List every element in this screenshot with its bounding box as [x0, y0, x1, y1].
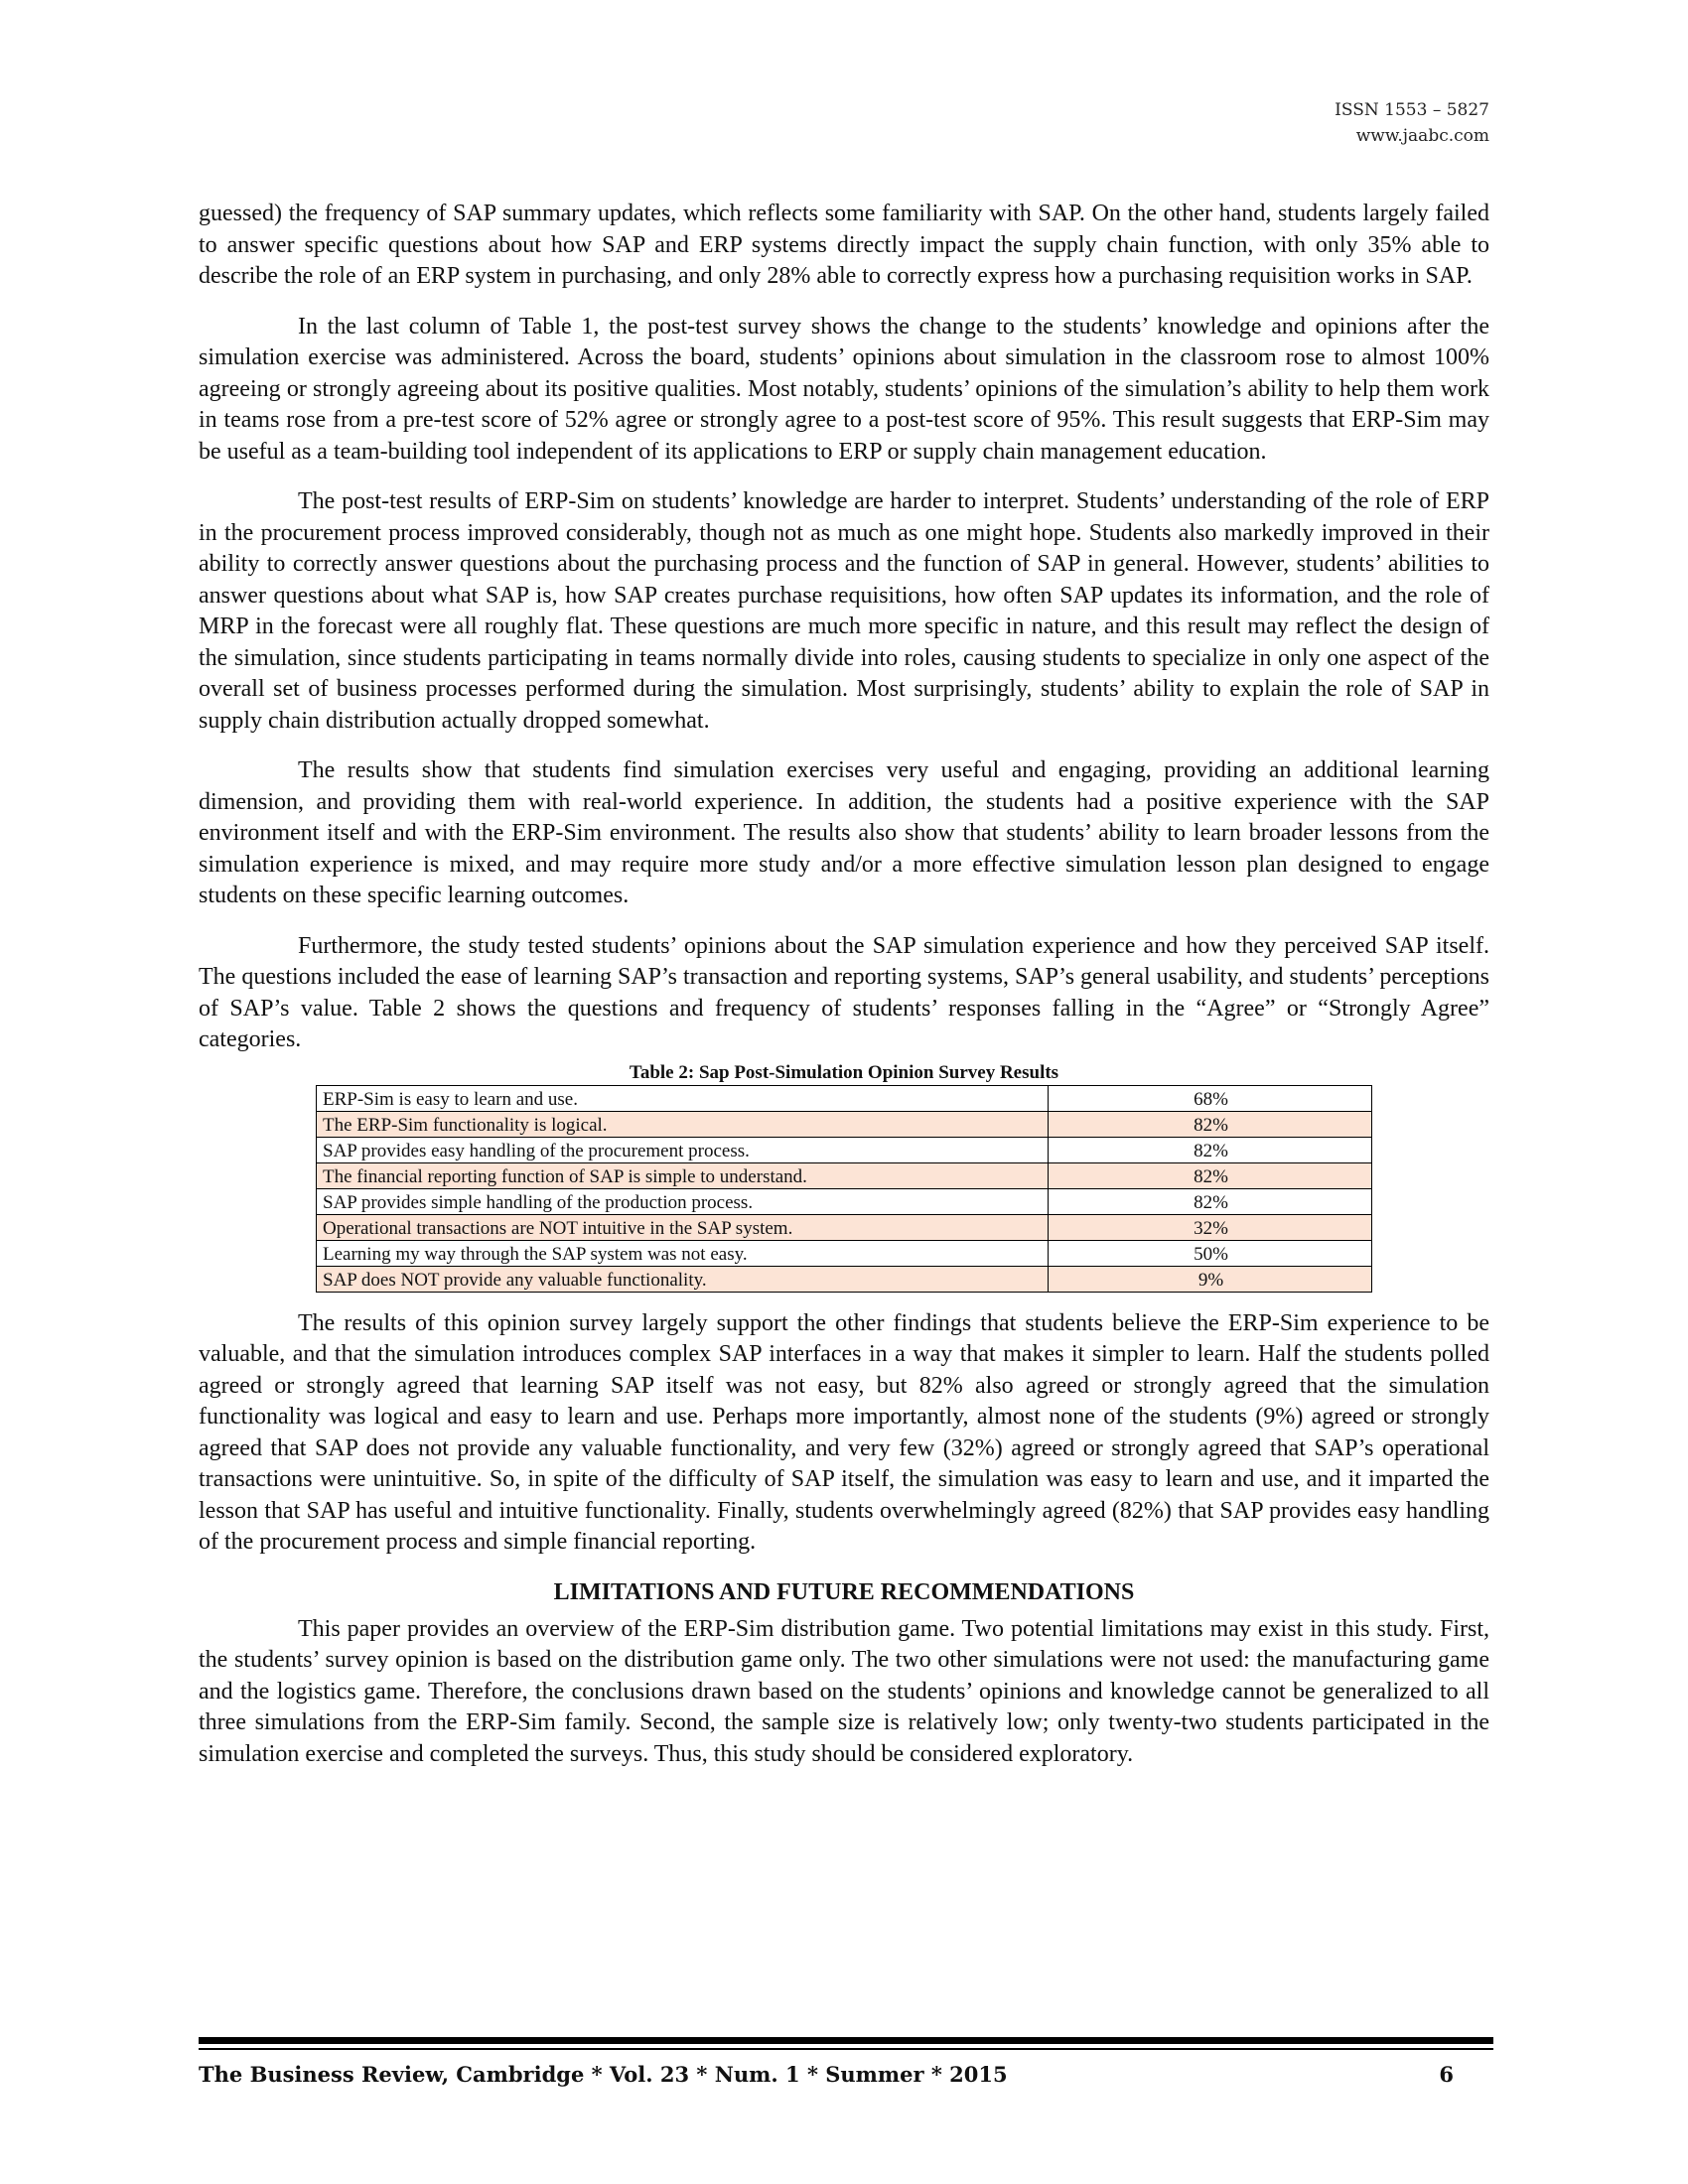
table-row [317, 1188, 1372, 1214]
footer-rule-thin [199, 2048, 1493, 2050]
table-cell-statement: ERP-Sim is easy to learn and use. [317, 1085, 1049, 1111]
paragraph-survey-discussion: The results of this opinion survey largely support the other findings that students believe the ERP-Sim experience to be valuable, and that the simulation introduces complex SAP interfaces in a way that makes it simpler to learn. Half the students polled agreed or strongly agreed that learning SAP itself was not easy, but 82% also agreed or strongly agreed that the simulation functionality was logical and easy to learn and use. Perhaps more importantly, almost none of the students (9%) agreed or strongly agreed that SAP does not provide any valuable functionality, and very few (32%) agreed or strongly agreed that SAP’s operational transactions were unintuitive. So, in spite of the difficulty of SAP itself, the simulation was easy to learn and use, and it imparted the lesson that SAP has useful and intuitive functionality. Finally, students overwhelmingly agreed (82%) that SAP provides easy handling of the procurement process and simple financial reporting. [199, 1309, 1489, 1555]
table-cell-value: 9% [1049, 1266, 1372, 1292]
table-cell-value: 82% [1049, 1137, 1372, 1162]
section-heading: LIMITATIONS AND FUTURE RECOMMENDATIONS [553, 1578, 1135, 1605]
footer-rule-thick [199, 2037, 1493, 2044]
table-cell-statement: SAP provides easy handling of the procurement process. [317, 1137, 1049, 1162]
table-cell-statement: The ERP-Sim functionality is logical. [317, 1111, 1049, 1137]
table-row [317, 1214, 1372, 1240]
page-footer [199, 2062, 1454, 2087]
table-cell-statement: Operational transactions are NOT intuitive in the SAP system. [317, 1214, 1049, 1240]
paragraph-limitations: This paper provides an overview of the ERP-Sim distribution game. Two potential limitations may exist in this study. First, the students’ survey opinion is based on the distribution game only. The two other simulations were not used: the manufacturing game and the logistics game. Therefore, the conclusions drawn based on the students’ opinions and knowledge cannot be generalized to all three simulations from the ERP-Sim family. Second, the sample size is relatively low; only twenty-two students participated in the simulation exercise and completed the surveys. Thus, this study should be considered exploratory. [199, 1615, 1489, 1767]
table-cell-statement: SAP provides simple handling of the production process. [317, 1188, 1049, 1214]
table-row [317, 1111, 1372, 1137]
paragraph-continued: guessed) the frequency of SAP summary updates, which reflects some familiarity with SAP. On the other hand, students largely failed to answer specific questions about how SAP and ERP systems directly impact the supply chain function, with only 35% able to describe the role of an ERP system in purchasing, and only 28% able to correctly express how a purchasing requisition works in SAP. [199, 201, 1489, 289]
table-caption: Table 2: Sap Post-Simulation Opinion Survey Results [629, 1061, 1059, 1083]
paragraph-post-test-knowledge: The post-test results of ERP-Sim on students’ knowledge are harder to interpret. Students’ understanding of the role of ERP in the procurement process improved considerably, though not as much as one might hope. Students also markedly improved in their ability to correctly answer questions about the purchasing process and the function of SAP in general. However, students’ abilities to answer questions about what SAP is, how SAP creates purchase requisitions, how often SAP updates its information, and the role of MRP in the forecast were all roughly flat. These questions are much more specific in nature, and this result may reflect the design of the simulation, since students participating in teams normally divide into roles, causing students to specialize in only one aspect of the overall set of business processes performed during the simulation. Most surprisingly, students’ ability to explain the role of SAP in supply chain distribution actually dropped somewhat. [199, 488, 1489, 734]
issn-label: ISSN 1553 – 5827 [1335, 100, 1489, 120]
article-body [199, 199, 1489, 1789]
table-cell-value: 50% [1049, 1240, 1372, 1266]
table-row [317, 1266, 1372, 1292]
table-row [317, 1085, 1372, 1111]
table-cell-value: 82% [1049, 1162, 1372, 1188]
table-cell-value: 68% [1049, 1085, 1372, 1111]
table-row [317, 1137, 1372, 1162]
paragraph-opinions: Furthermore, the study tested students’ opinions about the SAP simulation experience and how they perceived SAP itself. The questions included the ease of learning SAP’s transaction and reporting systems, SAP’s general usability, and students’ perceptions of SAP’s value. Table 2 shows the questions and frequency of students’ responses falling in the “Agree” or “Strongly Agree” categories. [199, 932, 1489, 1052]
journal-citation: The Business Review, Cambridge * Vol. 23 * Num. 1 * Summer * 2015 [199, 2062, 1008, 2087]
paragraph-post-test-survey: In the last column of Table 1, the post-test survey shows the change to the students’ knowledge and opinions after the simulation exercise was administered. Across the board, students’ opinions about simulation in the classroom rose to almost 100% agreeing or strongly agreeing about its positive qualities. Most notably, students’ opinions of the simulation’s ability to help them work in teams rose from a pre-test score of 52% agree or strongly agree to a post-test score of 95%. This result suggests that ERP-Sim may be useful as a team-building tool independent of its applications to ERP or supply chain management education. [199, 313, 1489, 465]
table-cell-statement: Learning my way through the SAP system was not easy. [317, 1240, 1049, 1266]
table-row [317, 1162, 1372, 1188]
paragraph-results: The results show that students find simulation exercises very useful and engaging, providing an additional learning dimension, and providing them with real-world experience. In addition, the students had a positive experience with the SAP environment itself and with the ERP-Sim environment. The results also show that students’ ability to learn broader lessons from the simulation experience is mixed, and may require more study and/or a more effective simulation lesson plan designed to engage students on these specific learning outcomes. [199, 757, 1489, 908]
website-label: www.jaabc.com [1355, 126, 1489, 146]
table-cell-value: 82% [1049, 1188, 1372, 1214]
table-cell-value: 32% [1049, 1214, 1372, 1240]
page-number: 6 [1439, 2062, 1454, 2087]
page-header [1335, 97, 1489, 149]
table-cell-statement: The financial reporting function of SAP is simple to understand. [317, 1162, 1049, 1188]
opinion-survey-table [316, 1085, 1372, 1293]
table-row [317, 1240, 1372, 1266]
table-cell-value: 82% [1049, 1111, 1372, 1137]
table-cell-statement: SAP does NOT provide any valuable functionality. [317, 1266, 1049, 1292]
